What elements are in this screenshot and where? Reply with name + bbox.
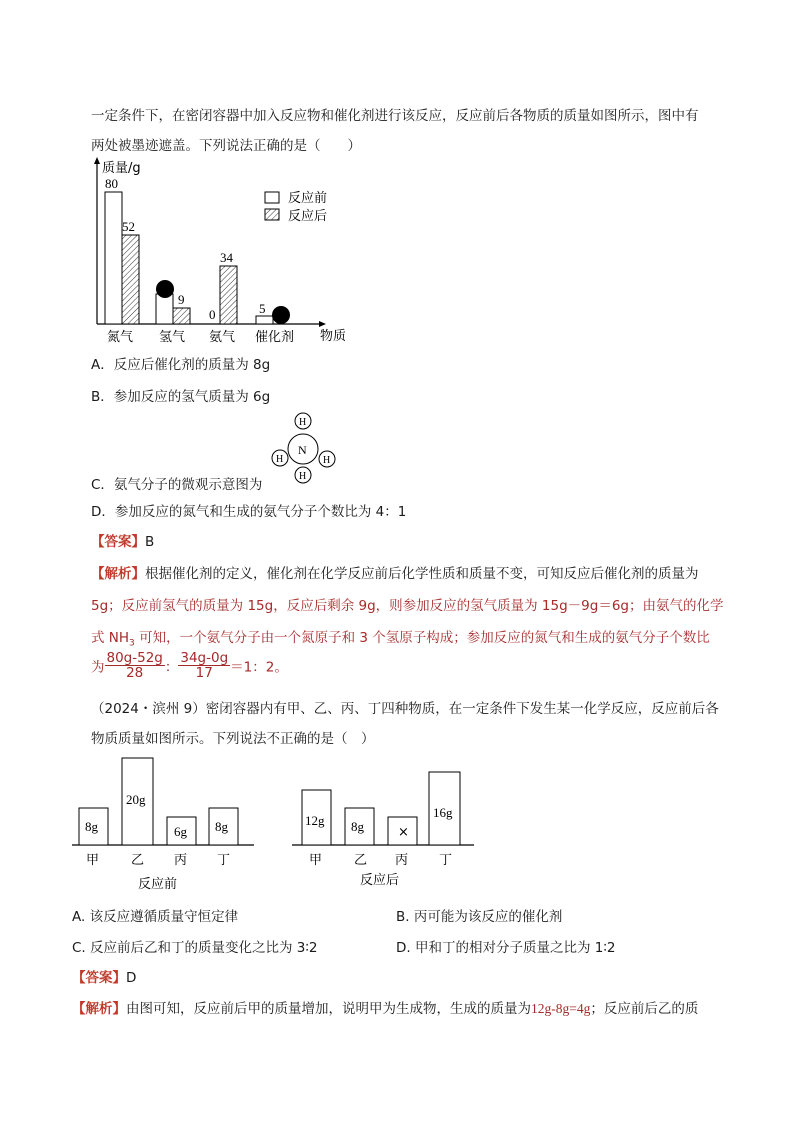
box-label: 乙: [131, 853, 145, 868]
bar-nitrogen-after: [122, 235, 139, 324]
q2-option-d: D. 甲和丁的相对分子质量之比为 1∶2: [396, 940, 616, 956]
q1-analysis-line2: 5g；反应前氢气的质量为 15g，反应后剩余 9g，则参加反应的氢气质量为 15g－9g＝6g；由氨气的化学: [91, 598, 724, 614]
ink-blot: [156, 280, 174, 298]
category-label: 氨气: [209, 330, 236, 345]
bar-label-nitrogen-after: 52: [122, 219, 135, 234]
bar-label-nitrogen-before: 80: [105, 176, 118, 191]
bar-ammonia-after: [220, 266, 237, 324]
fraction-numerator: 80g-52g: [106, 650, 163, 666]
answer-tag: 【答案】: [91, 534, 145, 550]
category-label: 氢气: [159, 330, 186, 345]
q2-option-a: A. 该反应遵循质量守恒定律: [72, 909, 239, 925]
q2-option-c: C. 反应前后乙和丁的质量变化之比为 3∶2: [72, 940, 318, 956]
fraction-denominator: 28: [126, 665, 144, 681]
box-value: 12g: [305, 813, 325, 828]
q1-option-b: B．参加反应的氢气质量为 6g: [91, 389, 271, 405]
molecule-center-atom: N: [298, 443, 307, 457]
analysis-tag: 【解析】: [72, 1001, 126, 1017]
answer-tag: 【答案】: [72, 970, 126, 986]
q1-analysis-line3: [91, 626, 710, 649]
x-axis-label: 物质: [320, 329, 347, 344]
q2-analysis: [72, 997, 698, 1017]
analysis-text: 式 NH: [91, 630, 130, 646]
bar-hydrogen-after: [173, 308, 190, 324]
analysis-text: 根据催化剂的定义，催化剂在化学反应前后化学性质和质量不变，可知反应后催化剂的质量为: [145, 566, 699, 582]
q1-stem-line2: 两处被墨迹遮盖。下列说法正确的是（ ）: [91, 138, 361, 154]
q1-stem-line1: 一定条件下，在密闭容器中加入反应物和催化剂进行该反应，反应前后各物质的质量如图所示，图中有: [91, 108, 699, 124]
legend-after-swatch: [265, 209, 279, 220]
molecule-h-atom: H: [299, 417, 307, 428]
y-axis-arrow: [94, 157, 100, 164]
molecule-h-atom: H: [299, 471, 307, 482]
category-label: 氮气: [107, 330, 134, 345]
box-value: 8g: [215, 819, 228, 834]
q1-analysis-line1: [91, 562, 699, 582]
fraction-denominator: 17: [195, 665, 213, 681]
bar-label-ammonia-before: 0: [209, 307, 216, 322]
q2-before-diagram: [72, 752, 262, 894]
fraction-nitrogen: [105, 651, 165, 680]
answer-value: D: [126, 970, 137, 986]
analysis-text: ＝1：2。: [230, 659, 288, 676]
legend-before-label: 反应前: [288, 191, 328, 206]
analysis-text: 可知，一个氨气分子由一个氮原子和 3 个氢原子构成；参加反应的氮气和生成的氨气分子个数比: [134, 630, 710, 646]
q2-stem-line2: 物质质量如图所示。下列说法不正确的是（ ）: [91, 731, 375, 747]
q2-after-diagram: [292, 752, 482, 894]
q2-option-b: B. 丙可能为该反应的催化剂: [396, 909, 563, 925]
box-label: 丙: [174, 853, 188, 868]
box-label: 丙: [395, 853, 409, 868]
analysis-text: 为: [91, 659, 105, 676]
category-label: 催化剂: [255, 330, 295, 345]
q1-bar-chart: [85, 157, 355, 347]
box-value: 16g: [433, 805, 453, 820]
bar-label-ammonia-after: 34: [220, 250, 233, 265]
box-label: 甲: [86, 853, 100, 868]
q1-analysis-line4: [91, 651, 288, 680]
q2-stem-line1: （2024・滨州 9）密闭容器内有甲、乙、丙、丁四种物质，在一定条件下发生某一化学反应，反应前后各: [91, 701, 719, 717]
bar-hydrogen-before: [156, 294, 173, 324]
bar-nitrogen-before: [105, 192, 122, 324]
q1-option-a: A．反应后催化剂的质量为 8g: [91, 357, 271, 373]
box-label: 乙: [354, 853, 368, 868]
bar-label-hydrogen-after: 9: [178, 292, 185, 307]
analysis-tag: 【解析】: [91, 566, 145, 582]
box-value: ×: [398, 825, 409, 840]
box-value: 6g: [174, 824, 187, 839]
diagram-caption: 反应后: [360, 873, 400, 888]
diagram-caption: 反应前: [138, 877, 178, 892]
ink-blot: [272, 306, 290, 324]
ratio-separator: ：: [164, 659, 179, 676]
ammonia-molecule-diagram: [270, 408, 340, 486]
molecule-h-atom: H: [323, 455, 331, 466]
box-value: 20g: [126, 792, 146, 807]
x-axis-arrow: [319, 321, 326, 327]
y-axis-label: 质量/g: [102, 161, 141, 176]
q2-answer: [72, 966, 136, 986]
fraction-numerator: 34g-0g: [180, 650, 229, 666]
subscript: 3: [129, 638, 135, 649]
answer-value: B: [145, 534, 155, 550]
analysis-text: ；反应前后乙的质: [590, 1001, 699, 1017]
box-label: 甲: [309, 853, 323, 868]
bar-label-catalyst-before: 5: [259, 301, 266, 316]
molecule-h-atom: H: [276, 454, 284, 465]
legend-before-swatch: [265, 192, 279, 203]
q1-option-c: C．氨气分子的微观示意图为: [91, 477, 263, 493]
box-value: 8g: [351, 819, 364, 834]
q1-option-d: D．参加反应的氮气和生成的氨气分子个数比为 4：1: [91, 504, 407, 520]
analysis-text: 由图可知，反应前后甲的质量增加，说明甲为生成物，生成的质量为: [126, 1001, 531, 1017]
legend-after-label: 反应后: [288, 209, 328, 224]
box-label: 丁: [217, 853, 231, 868]
q1-answer: [91, 530, 154, 550]
box-value: 8g: [85, 819, 98, 834]
bar-catalyst-before: [256, 316, 273, 324]
analysis-formula: 12g-8g=4g: [531, 1001, 591, 1016]
fraction-ammonia: [178, 651, 230, 680]
box-label: 丁: [439, 853, 453, 868]
